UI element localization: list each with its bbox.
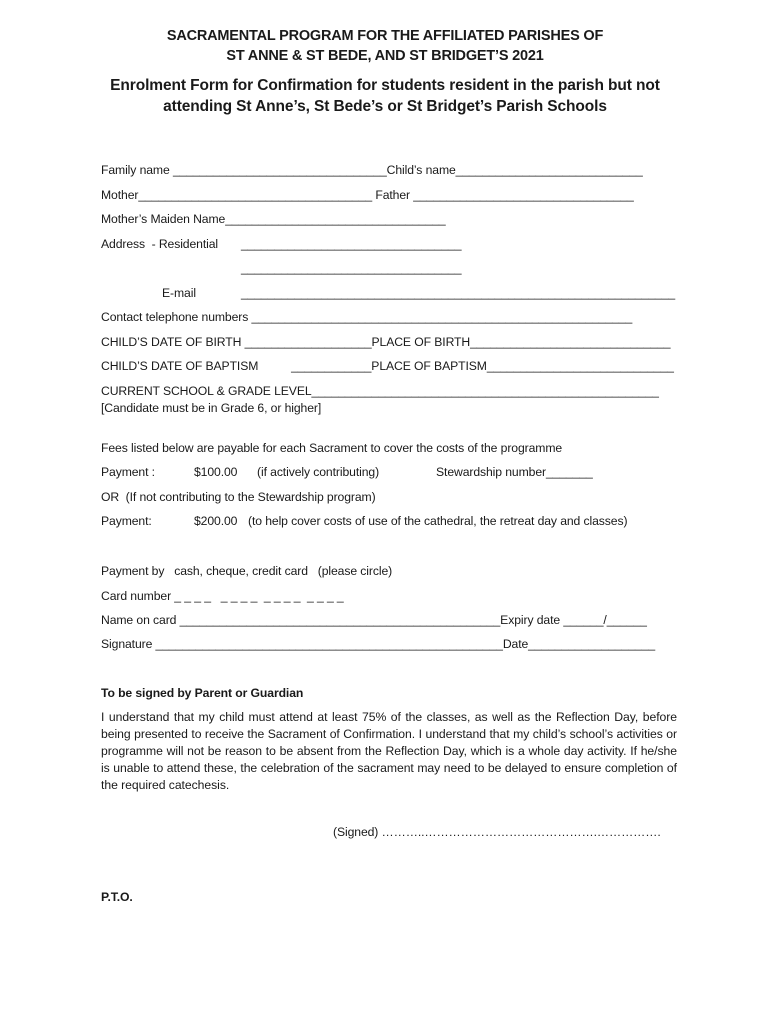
address-field-line-2[interactable]: _________________________________ xyxy=(241,261,462,275)
signature-field[interactable]: Signature ____________________________________________________Date___________________ xyxy=(101,637,656,651)
card-number-field[interactable]: Card number _ _ _ _ _ _ _ _ _ _ _ _ _ _ _ _ xyxy=(101,589,344,603)
name-on-card-field[interactable]: Name on card ________________________________________________Expiry date ______/______ xyxy=(101,613,647,627)
grade-note: [Candidate must be in Grade 6, or higher] xyxy=(101,401,322,415)
payment-1-amount: $100.00 xyxy=(194,465,238,479)
email-label: E-mail xyxy=(162,286,196,300)
subtitle-line-2: attending St Anne’s, St Bede’s or St Bridget’s Parish Schools xyxy=(163,98,607,115)
address-field-line-1[interactable]: _________________________________ xyxy=(241,237,462,251)
guardian-heading: To be signed by Parent or Guardian xyxy=(101,686,304,700)
mother-father-field[interactable]: Mother___________________________________ Father _________________________________ xyxy=(101,188,634,202)
baptism-field[interactable]: CHILD’S DATE OF BAPTISM ____________PLACE OF BAPTISM____________________________ xyxy=(101,359,674,373)
contact-phone-field[interactable]: Contact telephone numbers _________________________________________________________ xyxy=(101,310,633,324)
title-line-1: SACRAMENTAL PROGRAM FOR THE AFFILIATED PARISHES OF xyxy=(166,28,604,44)
fees-intro: Fees listed below are payable for each Sacrament to cover the costs of the programme xyxy=(101,441,563,455)
email-field[interactable]: _________________________________________________________________ xyxy=(241,286,676,300)
payment-2-amount: $200.00 xyxy=(194,514,238,528)
payment-1-note: (if actively contributing) xyxy=(257,465,380,479)
address-label: Address - Residential xyxy=(101,237,219,251)
title-line-2: ST ANNE & ST BEDE, AND ST BRIDGET’S 2021 xyxy=(226,48,544,64)
subtitle-line-1: Enrolment Form for Confirmation for students resident in the parish but not xyxy=(110,77,660,94)
date-of-birth-field[interactable]: CHILD’S DATE OF BIRTH ___________________PLACE OF BIRTH______________________________ xyxy=(101,335,671,349)
or-line: OR (If not contributing to the Stewardship program) xyxy=(101,490,376,504)
payment-2-note: (to help cover costs of use of the cathedral, the retreat day and classes) xyxy=(248,514,628,528)
pto-label: P.T.O. xyxy=(101,890,133,904)
payment-2-label: Payment: xyxy=(101,514,152,528)
guardian-statement: I understand that my child must attend at least 75% of the classes, as well as the Reflection Day, before being presented to receive the Sacrament of Confirmation. I understand that my child’s school’s activities or programme will not be reason to be absent from the Reflection Day, which is a whole day activity. If he/she is unable to attend these, the celebration of the sacrament may need to be delayed to ensure completion of the required catechesis. xyxy=(101,710,677,792)
payment-1-label: Payment : xyxy=(101,465,155,479)
signed-field[interactable]: (Signed) ………..…………………………………….……………. xyxy=(333,825,661,839)
family-name-field[interactable]: Family name ________________________________Child’s name____________________________ xyxy=(101,163,643,177)
maiden-name-field[interactable]: Mother’s Maiden Name_________________________________ xyxy=(101,212,446,226)
stewardship-number-field[interactable]: Stewardship number_______ xyxy=(436,465,593,479)
payment-method[interactable]: Payment by cash, cheque, credit card (please circle) xyxy=(101,564,393,578)
school-grade-field[interactable]: CURRENT SCHOOL & GRADE LEVEL____________________________________________________ xyxy=(101,384,659,398)
